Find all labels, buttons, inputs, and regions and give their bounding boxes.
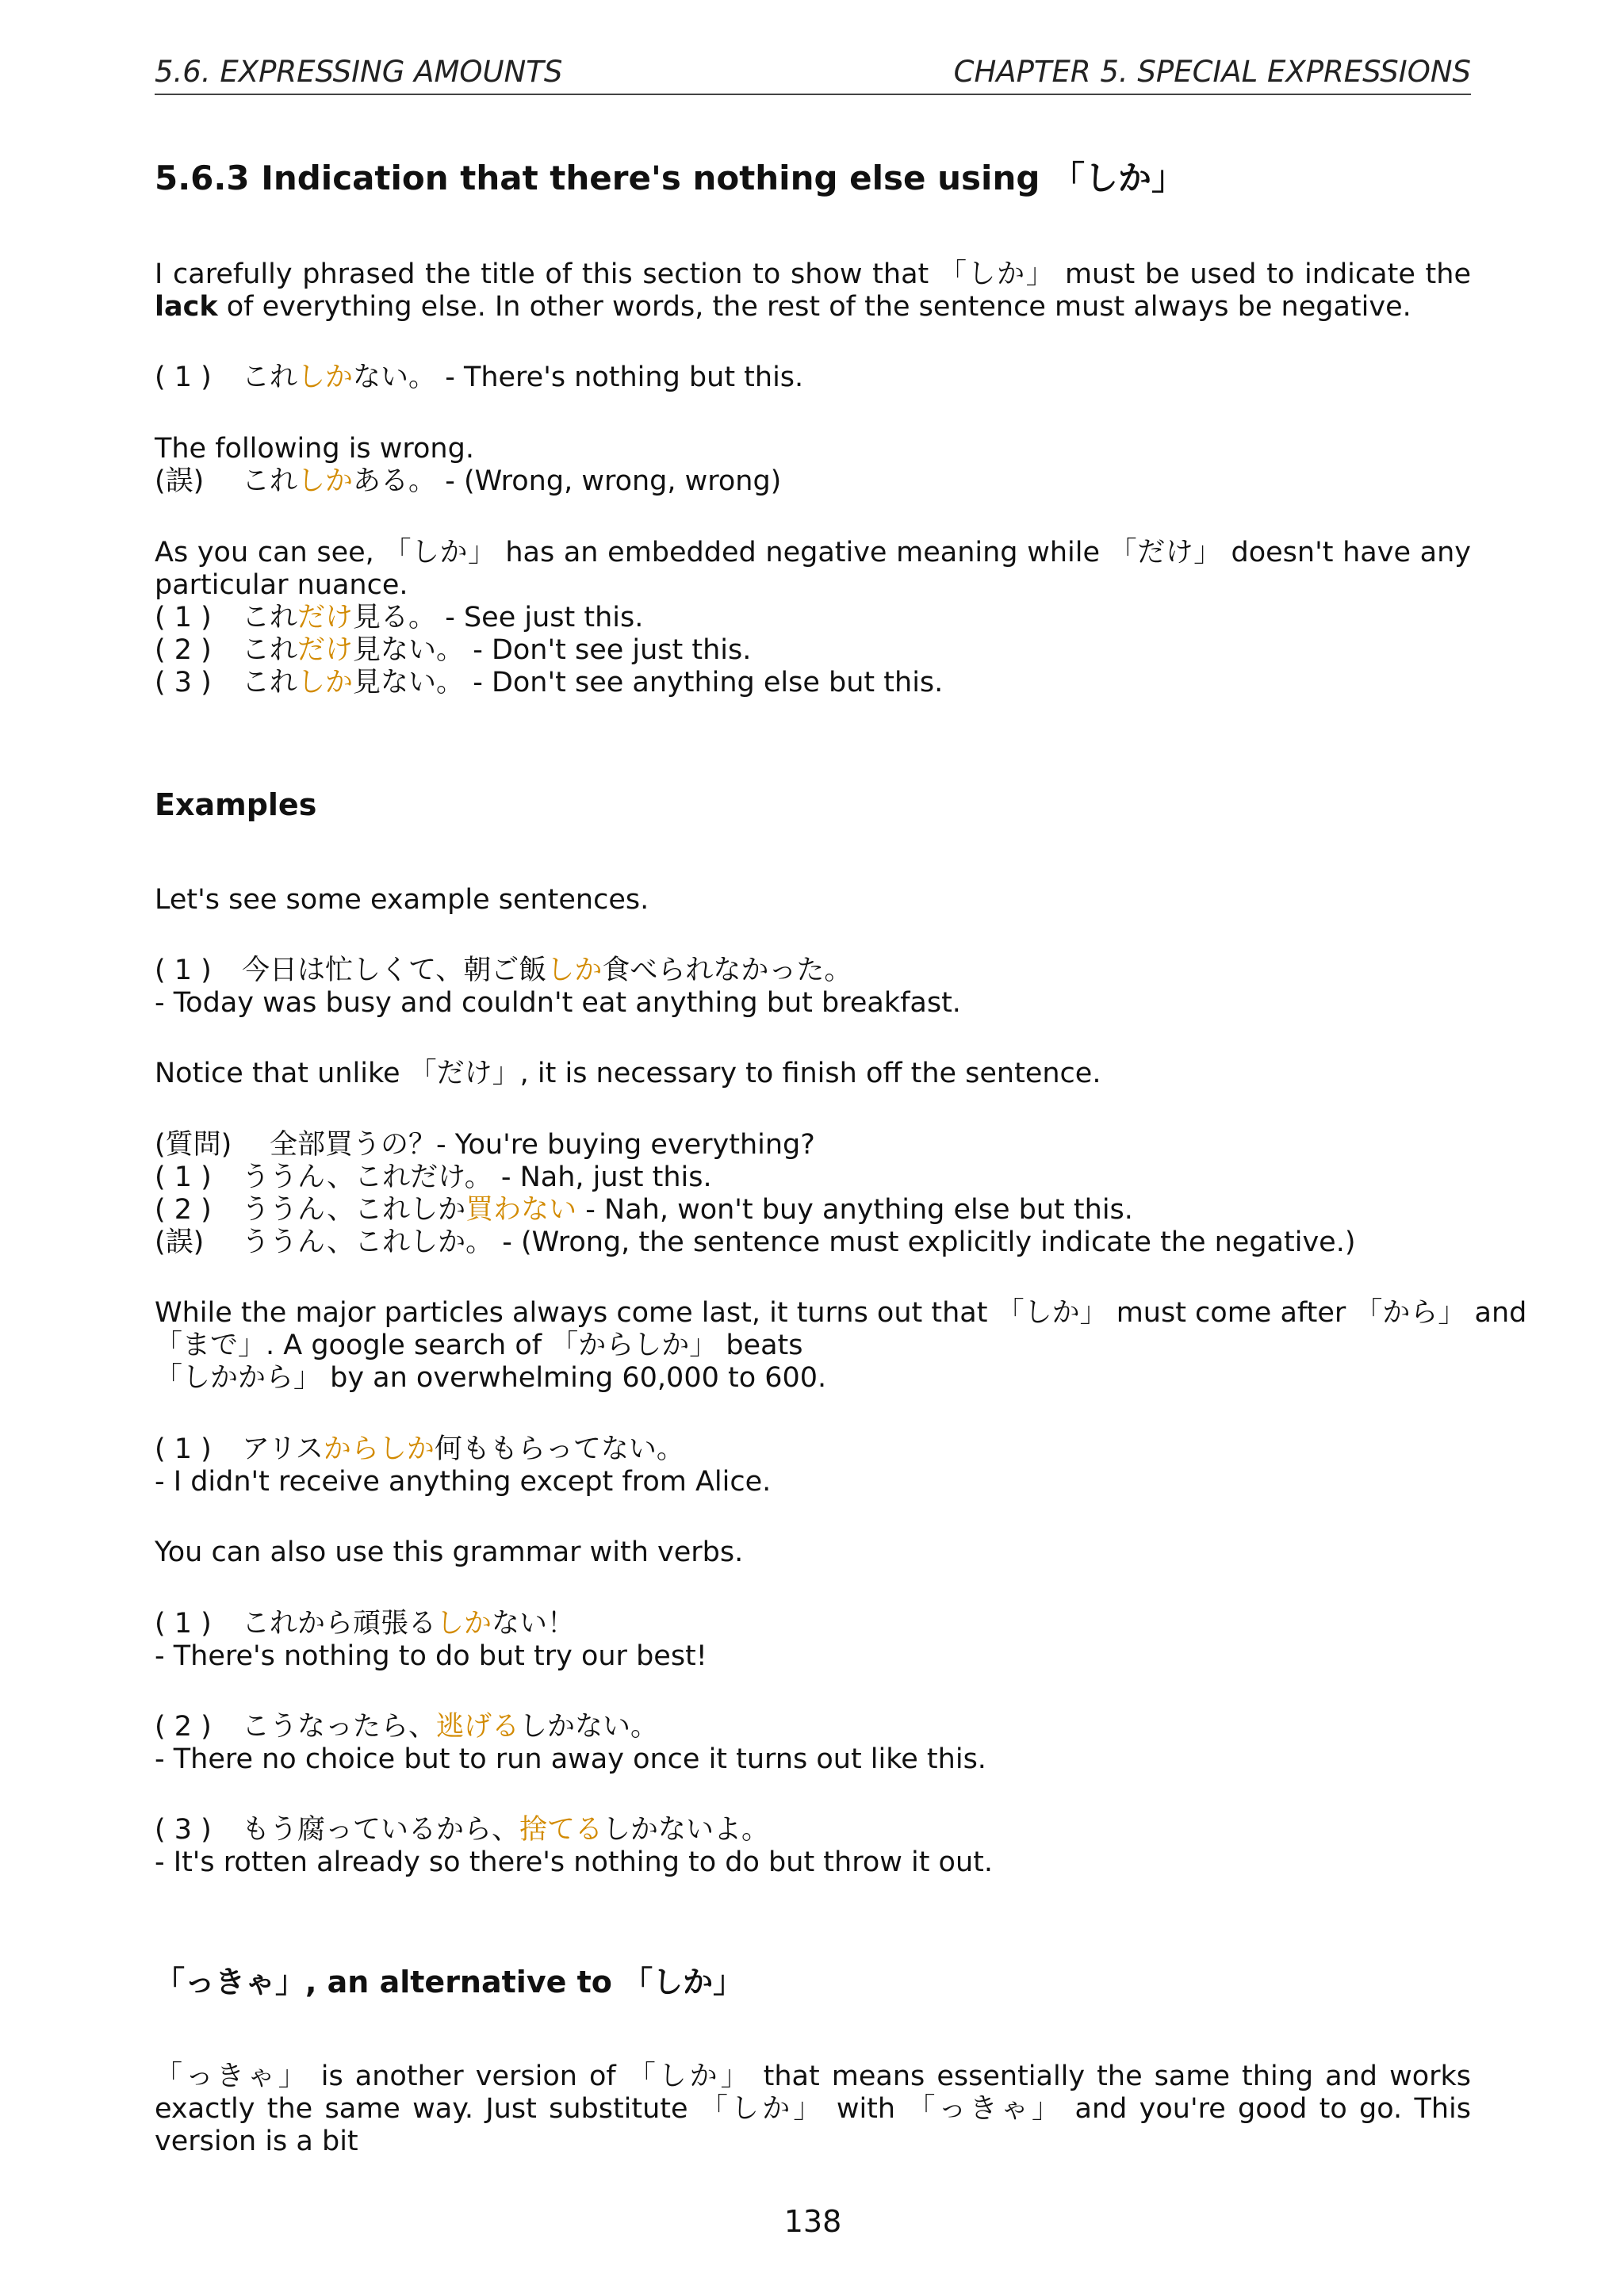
english-translation: - Don't see anything else but this. bbox=[473, 667, 944, 698]
highlighted-japanese: 買わない bbox=[465, 1194, 577, 1226]
dialog-line bbox=[155, 1226, 1471, 1259]
dialog-line bbox=[155, 1129, 1471, 1161]
japanese-text: 何ももらってない。 bbox=[434, 1433, 684, 1465]
english-translation: - (Wrong, the sentence must explicitly indicate the negative.) bbox=[502, 1226, 1356, 1258]
english-translation: - I didn't receive anything except from Alice. bbox=[155, 1466, 772, 1498]
page-number: 138 bbox=[783, 2204, 842, 2239]
example-number: ( 1 ) bbox=[155, 602, 212, 633]
intro-text-end: of everything else. In other words, the rest of the sentence must always be negative. bbox=[217, 291, 1411, 323]
highlighted-japanese: しか bbox=[297, 667, 354, 698]
example-number: (誤) bbox=[155, 1226, 205, 1258]
notice-paragraph: Notice that unlike 「だけ」, it is necessary to finish off the sentence. bbox=[155, 1058, 1101, 1089]
dialog-line bbox=[155, 1194, 1471, 1226]
intro-text: I carefully phrased the title of this section to show that 「しか」 must be used to indicate the bbox=[155, 258, 1471, 290]
highlighted-japanese: しか bbox=[436, 1608, 492, 1640]
highlighted-japanese: 捨てる bbox=[519, 1814, 603, 1846]
header-chapter-name: CHAPTER 5. SPECIAL EXPRESSIONS bbox=[953, 55, 1471, 89]
example-number: (誤) bbox=[155, 465, 205, 497]
example-line bbox=[155, 1814, 1471, 1846]
compare-paragraph: As you can see, 「しか」 has an embedded negative meaning while 「だけ」 doesn't have any particular nuance. bbox=[155, 537, 1471, 601]
japanese-text: ある。 bbox=[353, 465, 437, 497]
dialog-line bbox=[155, 1161, 1471, 1194]
english-translation: - There's nothing to do but try our best! bbox=[155, 1640, 707, 1672]
example-number: ( 1 ) bbox=[155, 1433, 212, 1465]
english-translation: - See just this. bbox=[445, 602, 644, 633]
example-number: ( 1 ) bbox=[155, 1608, 212, 1640]
highlighted-japanese: しか bbox=[546, 955, 603, 986]
examples-intro: Let's see some example sentences. bbox=[155, 884, 649, 916]
example-number: ( 3 ) bbox=[155, 1814, 212, 1846]
example-line bbox=[155, 465, 1471, 498]
japanese-text: 全部買うの？ bbox=[270, 1129, 437, 1161]
example-number: ( 3 ) bbox=[155, 667, 212, 698]
highlighted-japanese: だけ bbox=[297, 602, 354, 633]
english-translation: - There's nothing but this. bbox=[445, 362, 804, 393]
highlighted-japanese: しか bbox=[297, 465, 354, 497]
example-number: ( 2 ) bbox=[155, 1711, 212, 1743]
english-translation: - Nah, won't buy anything else but this. bbox=[585, 1194, 1133, 1226]
japanese-text: 見ない。 bbox=[353, 667, 465, 698]
english-translation: - There no choice but to run away once it turns out like this. bbox=[155, 1743, 986, 1775]
verbs-intro: You can also use this grammar with verbs. bbox=[155, 1536, 744, 1568]
example-line bbox=[155, 1711, 1471, 1743]
japanese-text: こうなったら、 bbox=[242, 1711, 437, 1743]
japanese-text: これ bbox=[242, 602, 298, 633]
japanese-text: もう腐っているから、 bbox=[242, 1814, 520, 1846]
japanese-text: ない。 bbox=[353, 362, 437, 393]
highlighted-japanese: からしか bbox=[323, 1433, 435, 1465]
example-number: ( 2 ) bbox=[155, 1194, 212, 1226]
japanese-text: しかない。 bbox=[519, 1711, 659, 1743]
japanese-text: しかないよ。 bbox=[603, 1814, 770, 1846]
alternative-heading: 「っきゃ」, an alternative to 「しか」 bbox=[155, 1965, 744, 1999]
japanese-text: 食べられなかった。 bbox=[602, 955, 852, 986]
japanese-text: アリス bbox=[242, 1433, 324, 1465]
japanese-text: ううん、これだけ。 bbox=[242, 1161, 492, 1193]
japanese-text: ううん、これしか bbox=[242, 1194, 466, 1226]
example-line bbox=[155, 602, 1471, 634]
example-line bbox=[155, 955, 1471, 987]
japanese-text: 今日は忙しくて、朝ご飯 bbox=[242, 955, 547, 986]
japanese-text: これ bbox=[242, 667, 298, 698]
japanese-text: これ bbox=[242, 362, 298, 393]
example-line bbox=[155, 667, 1471, 699]
example-line bbox=[155, 634, 1471, 667]
example-number: ( 2 ) bbox=[155, 634, 212, 666]
japanese-text: 見る。 bbox=[353, 602, 437, 633]
example-number: ( 1 ) bbox=[155, 362, 212, 393]
particles-paragraph-line: 「まで」. A google search of 「からしか」 beats bbox=[155, 1330, 803, 1361]
english-translation: - It's rotten already so there's nothing to do but throw it out. bbox=[155, 1846, 994, 1878]
english-translation: - Nah, just this. bbox=[500, 1161, 712, 1193]
highlighted-japanese: しか bbox=[297, 362, 354, 393]
intro-bold-word: lack bbox=[155, 291, 218, 323]
english-translation: - Today was busy and couldn't eat anything but breakfast. bbox=[155, 987, 961, 1019]
intro-paragraph bbox=[155, 258, 1471, 323]
japanese-text: ううん、これしか。 bbox=[242, 1226, 494, 1258]
highlighted-japanese: 逃げる bbox=[436, 1711, 520, 1743]
highlighted-japanese: だけ bbox=[297, 634, 354, 666]
english-translation: - (Wrong, wrong, wrong) bbox=[445, 465, 782, 497]
wrong-intro: The following is wrong. bbox=[155, 433, 474, 465]
japanese-text: これ bbox=[242, 634, 298, 666]
example-number: ( 1 ) bbox=[155, 955, 212, 986]
particles-paragraph-line: While the major particles always come last, it turns out that 「しか」 must come after 「から」 and bbox=[155, 1297, 1527, 1329]
particles-paragraph-line: 「しかから」 by an overwhelming 60,000 to 600. bbox=[155, 1362, 827, 1394]
example-line bbox=[155, 362, 1471, 394]
example-line bbox=[155, 1433, 1471, 1466]
example-number: (質問) bbox=[155, 1129, 232, 1161]
examples-heading: Examples bbox=[155, 787, 317, 822]
japanese-text: これから頑張る bbox=[242, 1608, 437, 1640]
section-title: 5.6.3 Indication that there's nothing else using 「しか」 bbox=[155, 159, 1185, 197]
example-line bbox=[155, 1608, 1471, 1640]
english-translation: - You're buying everything? bbox=[436, 1129, 815, 1161]
japanese-text: ない！ bbox=[492, 1608, 576, 1640]
running-header bbox=[155, 52, 1471, 95]
japanese-text: これ bbox=[242, 465, 298, 497]
english-translation: - Don't see just this. bbox=[473, 634, 752, 666]
alternative-paragraph: 「っきゃ」 is another version of 「しか」 that means essentially the same thing and works exactly the same way. Just substitute 「しか」 with 「っきゃ」 and you're good to go. This version is a bit bbox=[155, 2061, 1471, 2157]
header-section-name: 5.6. EXPRESSING AMOUNTS bbox=[155, 55, 563, 89]
example-number: ( 1 ) bbox=[155, 1161, 212, 1193]
japanese-text: 見ない。 bbox=[353, 634, 465, 666]
